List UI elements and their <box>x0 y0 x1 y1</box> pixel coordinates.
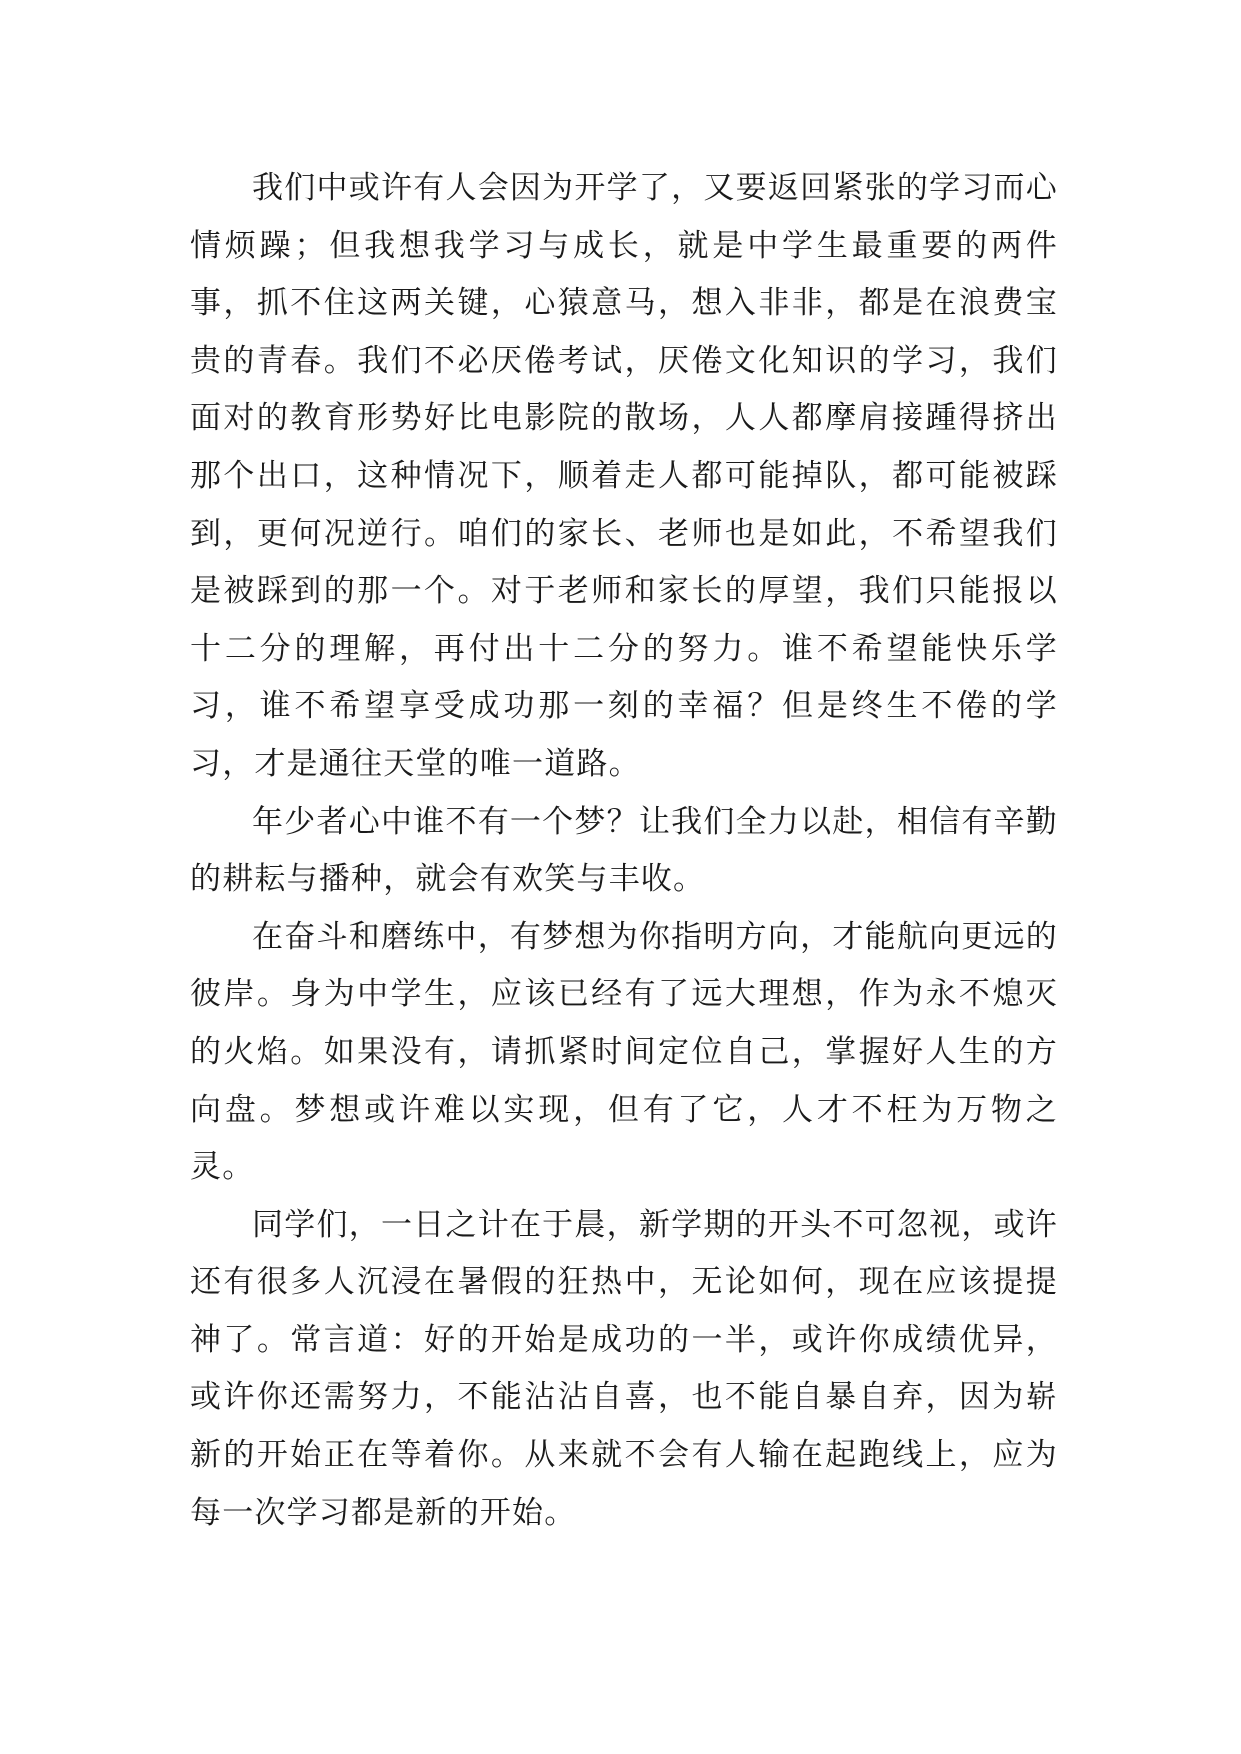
paragraph-3: 在奋斗和磨练中，有梦想为你指明方向，才能航向更远的彼岸。身为中学生，应该已经有了远大理想，作为永不熄灭的火焰。如果没有，请抓紧时间定位自己，掌握好人生的方向盘。梦想或许难以实现，但有了它，人才不枉为万物之灵。 <box>190 918 1058 1186</box>
paragraph-1: 我们中或许有人会因为开学了，又要返回紧张的学习而心情烦躁；但我想我学习与成长，就是中学生最重要的两件事，抓不住这两关键，心猿意马，想入非非，都是在浪费宝贵的青春。我们不必厌倦考试，厌倦文化知识的学习，我们面对的教育形势好比电影院的散场，人人都摩肩接踵得挤出那个出口，这种情况下，顺着走人都可能掉队，都可能被踩到，更何况逆行。咱们的家长、老师也是如此，不希望我们是被踩到的那一个。对于老师和家长的厚望，我们只能报以十二分的理解，再付出十二分的努力。谁不希望能快乐学习，谁不希望享受成功那一刻的幸福？但是终生不倦的学习，才是通往天堂的唯一道路。 <box>190 170 1058 782</box>
paragraph-4: 同学们，一日之计在于晨，新学期的开头不可忽视，或许还有很多人沉浸在暑假的狂热中，无论如何，现在应该提提神了。常言道：好的开始是成功的一半，或许你成绩优异，或许你还需努力，不能沾沾自喜，也不能自暴自弃，因为崭新的开始正在等着你。从来就不会有人输在起跑线上，应为每一次学习都是新的开始。 <box>190 1206 1058 1531</box>
paragraph-2: 年少者心中谁不有一个梦？让我们全力以赴，相信有辛勤的耕耘与播种，就会有欢笑与丰收。 <box>190 803 1058 898</box>
document-body <box>190 160 1058 1542</box>
